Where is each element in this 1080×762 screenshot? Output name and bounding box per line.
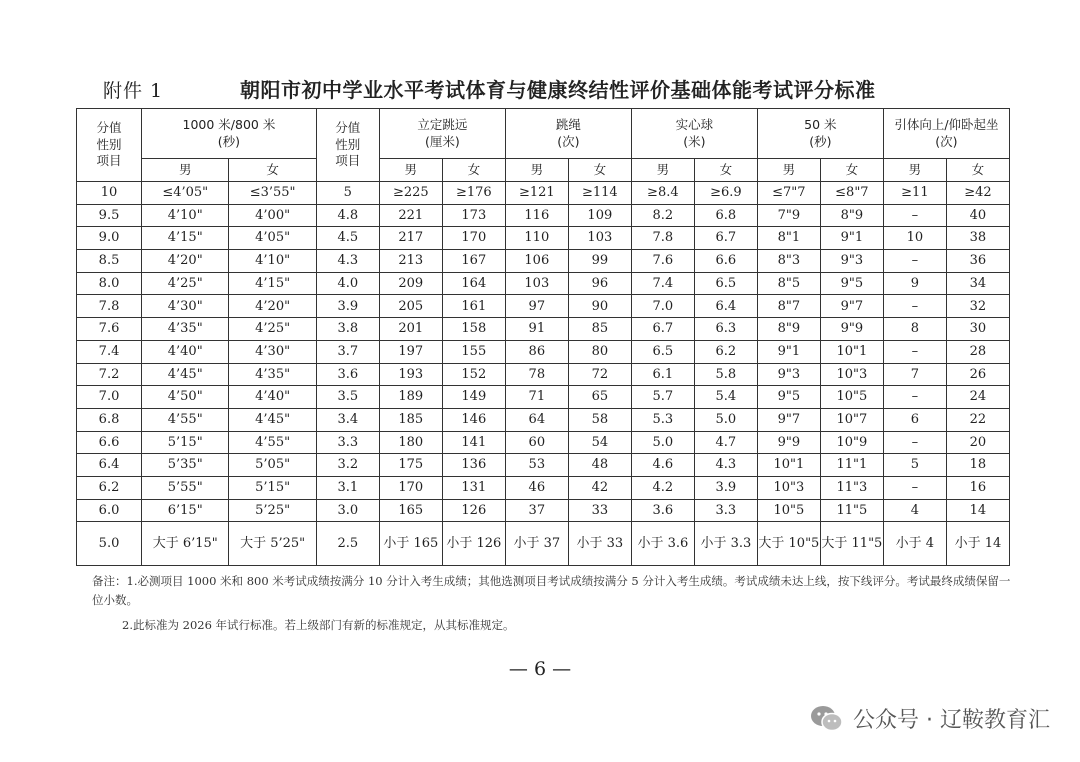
cell-ball-male: 6.1 bbox=[631, 363, 694, 386]
cell-sprint-male: 10"3 bbox=[757, 476, 820, 499]
cell-sprint-male: 9"3 bbox=[757, 363, 820, 386]
cell-sub-score: 3.7 bbox=[316, 340, 379, 363]
ball-header bbox=[631, 109, 757, 159]
cell-ball-female: 6.7 bbox=[694, 227, 757, 250]
cell-pull-male: 9 bbox=[883, 272, 946, 295]
cell-jump-male: 209 bbox=[379, 272, 442, 295]
cell-sub-score: 4.3 bbox=[316, 250, 379, 273]
cell-run-male: 4’55" bbox=[142, 408, 229, 431]
cell-ball-female: 4.3 bbox=[694, 454, 757, 477]
gender-male: 男 bbox=[631, 159, 694, 182]
cell-rope-male: 60 bbox=[505, 431, 568, 454]
cell-ball-female: 6.3 bbox=[694, 318, 757, 341]
gender-female: 女 bbox=[946, 159, 1009, 182]
cell-run-female: 5’15" bbox=[229, 476, 316, 499]
cell-run-female: 4’30" bbox=[229, 340, 316, 363]
note-1: 备注：1.必测项目 1000 米和 800 米考试成绩按满分 10 分计入考生成绩；其他选测项目考试成绩按满分 5 分计入考生成绩。考试成绩未达上线，按下线评分。考试最终成绩保留一位小数。 bbox=[92, 574, 1011, 607]
cell-sub-score: 2.5 bbox=[316, 522, 379, 566]
score-header-line3: 项目 bbox=[335, 153, 361, 169]
cell-rope-female: 80 bbox=[568, 340, 631, 363]
cell-ball-female: 5.0 bbox=[694, 408, 757, 431]
cell-score: 10 bbox=[77, 182, 142, 205]
cell-pull-male: 4 bbox=[883, 499, 946, 522]
cell-run-female: 4’55" bbox=[229, 431, 316, 454]
gender-female: 女 bbox=[820, 159, 883, 182]
table-row bbox=[77, 295, 1010, 318]
table-row bbox=[77, 476, 1010, 499]
cell-jump-male: 217 bbox=[379, 227, 442, 250]
ball-name: 实心球 bbox=[675, 116, 714, 132]
cell-jump-female: 173 bbox=[442, 204, 505, 227]
cell-run-male: 4’35" bbox=[142, 318, 229, 341]
cell-situp-female: 38 bbox=[946, 227, 1009, 250]
cell-sub-score: 3.0 bbox=[316, 499, 379, 522]
cell-jump-male: 197 bbox=[379, 340, 442, 363]
cell-rope-male: 116 bbox=[505, 204, 568, 227]
watermark bbox=[809, 703, 1050, 734]
cell-jump-female: 141 bbox=[442, 431, 505, 454]
rope-unit: (次) bbox=[557, 133, 580, 149]
cell-score: 8.0 bbox=[77, 272, 142, 295]
cell-score: 5.0 bbox=[77, 522, 142, 566]
notes bbox=[92, 572, 1012, 635]
rope-name: 跳绳 bbox=[555, 116, 581, 132]
cell-rope-female: 96 bbox=[568, 272, 631, 295]
cell-pull-male: – bbox=[883, 476, 946, 499]
cell-sub-score: 3.4 bbox=[316, 408, 379, 431]
cell-sprint-female: 9"3 bbox=[820, 250, 883, 273]
cell-ball-female: 5.4 bbox=[694, 386, 757, 409]
jump-name: 立定跳远 bbox=[417, 116, 468, 132]
cell-sprint-female: 9"5 bbox=[820, 272, 883, 295]
cell-rope-female: 99 bbox=[568, 250, 631, 273]
cell-score: 9.5 bbox=[77, 204, 142, 227]
cell-run-male: 4’10" bbox=[142, 204, 229, 227]
cell-situp-female: 20 bbox=[946, 431, 1009, 454]
score-header-line1: 分值 bbox=[96, 119, 122, 135]
cell-run-male: 4’40" bbox=[142, 340, 229, 363]
cell-rope-male: 110 bbox=[505, 227, 568, 250]
gender-female: 女 bbox=[568, 159, 631, 182]
cell-pull-male: – bbox=[883, 340, 946, 363]
cell-run-male: 6’15" bbox=[142, 499, 229, 522]
cell-ball-female: 6.2 bbox=[694, 340, 757, 363]
page-number: — 6 — bbox=[508, 658, 572, 680]
cell-ball-female: 6.8 bbox=[694, 204, 757, 227]
cell-pull-male: – bbox=[883, 204, 946, 227]
cell-rope-female: 58 bbox=[568, 408, 631, 431]
gender-female: 女 bbox=[694, 159, 757, 182]
cell-sprint-male: 8"3 bbox=[757, 250, 820, 273]
cell-pull-male: 8 bbox=[883, 318, 946, 341]
pull-header bbox=[883, 109, 1009, 159]
cell-situp-female: 24 bbox=[946, 386, 1009, 409]
cell-ball-male: 7.8 bbox=[631, 227, 694, 250]
cell-sprint-male: 9"5 bbox=[757, 386, 820, 409]
run-unit: (秒) bbox=[217, 133, 241, 149]
cell-situp-female: 32 bbox=[946, 295, 1009, 318]
cell-pull-male: ≥11 bbox=[883, 182, 946, 205]
cell-jump-male: 175 bbox=[379, 454, 442, 477]
cell-run-female: 4’15" bbox=[229, 272, 316, 295]
scoring-standard-table bbox=[76, 108, 1010, 566]
cell-sprint-male: 8"7 bbox=[757, 295, 820, 318]
cell-sub-score: 5 bbox=[316, 182, 379, 205]
run-name: 1000 米/800 米 bbox=[182, 116, 276, 132]
cell-sprint-female: 10"7 bbox=[820, 408, 883, 431]
cell-jump-male: 189 bbox=[379, 386, 442, 409]
cell-run-female: ≤3’55" bbox=[229, 182, 316, 205]
cell-sub-score: 3.9 bbox=[316, 295, 379, 318]
cell-run-male: 4’15" bbox=[142, 227, 229, 250]
cell-jump-male: 201 bbox=[379, 318, 442, 341]
cell-sprint-male: 9"7 bbox=[757, 408, 820, 431]
gender-male: 男 bbox=[757, 159, 820, 182]
table-row bbox=[77, 499, 1010, 522]
cell-sprint-male: ≤7"7 bbox=[757, 182, 820, 205]
cell-ball-male: 3.6 bbox=[631, 499, 694, 522]
cell-run-male: 5’55" bbox=[142, 476, 229, 499]
cell-sprint-female: ≤8"7 bbox=[820, 182, 883, 205]
cell-situp-female: 14 bbox=[946, 499, 1009, 522]
cell-rope-male: 46 bbox=[505, 476, 568, 499]
score-header-line1: 分值 bbox=[335, 119, 361, 135]
cell-run-male: 4’30" bbox=[142, 295, 229, 318]
score-header-line2: 性别 bbox=[96, 136, 122, 152]
cell-rope-male: 103 bbox=[505, 272, 568, 295]
cell-jump-female: 131 bbox=[442, 476, 505, 499]
cell-run-female: 5’05" bbox=[229, 454, 316, 477]
cell-run-male: 4’50" bbox=[142, 386, 229, 409]
gender-male: 男 bbox=[142, 159, 229, 182]
cell-sprint-female: 10"1 bbox=[820, 340, 883, 363]
cell-score: 6.8 bbox=[77, 408, 142, 431]
cell-pull-male: – bbox=[883, 386, 946, 409]
cell-sub-score: 3.3 bbox=[316, 431, 379, 454]
cell-sub-score: 3.8 bbox=[316, 318, 379, 341]
table-row bbox=[77, 182, 1010, 205]
cell-ball-female: 6.4 bbox=[694, 295, 757, 318]
cell-run-male: ≤4’05" bbox=[142, 182, 229, 205]
cell-run-female: 4’35" bbox=[229, 363, 316, 386]
cell-ball-female: 3.3 bbox=[694, 499, 757, 522]
cell-sprint-male: 8"1 bbox=[757, 227, 820, 250]
cell-pull-male: 7 bbox=[883, 363, 946, 386]
run-header bbox=[142, 109, 317, 159]
cell-rope-male: 64 bbox=[505, 408, 568, 431]
cell-score: 6.0 bbox=[77, 499, 142, 522]
cell-sub-score: 3.6 bbox=[316, 363, 379, 386]
cell-jump-female: 小于 126 bbox=[442, 522, 505, 566]
cell-ball-male: 6.7 bbox=[631, 318, 694, 341]
table-row bbox=[77, 340, 1010, 363]
cell-sprint-female: 大于 11"5 bbox=[820, 522, 883, 566]
cell-ball-female: 6.5 bbox=[694, 272, 757, 295]
cell-rope-female: 65 bbox=[568, 386, 631, 409]
cell-ball-male: 小于 3.6 bbox=[631, 522, 694, 566]
cell-sub-score: 4.0 bbox=[316, 272, 379, 295]
cell-run-female: 4’05" bbox=[229, 227, 316, 250]
cell-run-male: 5’15" bbox=[142, 431, 229, 454]
cell-sub-score: 4.8 bbox=[316, 204, 379, 227]
table-row bbox=[77, 386, 1010, 409]
cell-jump-female: 158 bbox=[442, 318, 505, 341]
cell-jump-female: 126 bbox=[442, 499, 505, 522]
cell-rope-male: 78 bbox=[505, 363, 568, 386]
cell-jump-male: ≥225 bbox=[379, 182, 442, 205]
cell-pull-male: – bbox=[883, 431, 946, 454]
cell-rope-male: 86 bbox=[505, 340, 568, 363]
cell-jump-female: 152 bbox=[442, 363, 505, 386]
cell-rope-female: 103 bbox=[568, 227, 631, 250]
gender-male: 男 bbox=[883, 159, 946, 182]
table-row bbox=[77, 408, 1010, 431]
cell-sprint-male: 8"5 bbox=[757, 272, 820, 295]
cell-rope-female: 90 bbox=[568, 295, 631, 318]
cell-ball-male: 4.6 bbox=[631, 454, 694, 477]
cell-rope-male: 97 bbox=[505, 295, 568, 318]
cell-rope-female: ≥114 bbox=[568, 182, 631, 205]
score-header-right bbox=[316, 109, 379, 182]
cell-sprint-female: 10"3 bbox=[820, 363, 883, 386]
cell-ball-male: 5.0 bbox=[631, 431, 694, 454]
cell-jump-male: 205 bbox=[379, 295, 442, 318]
cell-jump-female: 136 bbox=[442, 454, 505, 477]
cell-run-female: 4’45" bbox=[229, 408, 316, 431]
cell-ball-female: 3.9 bbox=[694, 476, 757, 499]
cell-jump-female: 155 bbox=[442, 340, 505, 363]
sprint-header bbox=[757, 109, 883, 159]
cell-score: 7.4 bbox=[77, 340, 142, 363]
cell-ball-male: 4.2 bbox=[631, 476, 694, 499]
cell-sprint-male: 10"5 bbox=[757, 499, 820, 522]
score-header-line3: 项目 bbox=[96, 153, 122, 169]
cell-sub-score: 3.2 bbox=[316, 454, 379, 477]
cell-situp-female: ≥42 bbox=[946, 182, 1009, 205]
cell-ball-male: 7.6 bbox=[631, 250, 694, 273]
jump-header bbox=[379, 109, 505, 159]
table-row bbox=[77, 250, 1010, 273]
cell-rope-male: ≥121 bbox=[505, 182, 568, 205]
pull-unit: (次) bbox=[935, 133, 958, 149]
cell-rope-male: 53 bbox=[505, 454, 568, 477]
cell-jump-male: 180 bbox=[379, 431, 442, 454]
cell-rope-female: 85 bbox=[568, 318, 631, 341]
table-body bbox=[77, 182, 1010, 566]
cell-ball-female: 4.7 bbox=[694, 431, 757, 454]
pull-name: 引体向上/仰卧起坐 bbox=[894, 116, 999, 132]
jump-unit: (厘米) bbox=[424, 133, 460, 149]
cell-rope-male: 106 bbox=[505, 250, 568, 273]
ball-unit: (米) bbox=[683, 133, 706, 149]
cell-rope-female: 72 bbox=[568, 363, 631, 386]
cell-jump-male: 小于 165 bbox=[379, 522, 442, 566]
table-row bbox=[77, 272, 1010, 295]
cell-sprint-male: 大于 10"5 bbox=[757, 522, 820, 566]
wechat-icon bbox=[809, 704, 845, 734]
cell-jump-male: 170 bbox=[379, 476, 442, 499]
cell-jump-male: 193 bbox=[379, 363, 442, 386]
cell-jump-female: ≥176 bbox=[442, 182, 505, 205]
cell-rope-female: 48 bbox=[568, 454, 631, 477]
cell-sprint-female: 11"3 bbox=[820, 476, 883, 499]
cell-pull-male: 5 bbox=[883, 454, 946, 477]
document-title: 朝阳市初中学业水平考试体育与健康终结性评价基础体能考试评分标准 bbox=[240, 78, 876, 102]
cell-rope-female: 33 bbox=[568, 499, 631, 522]
cell-ball-male: 5.3 bbox=[631, 408, 694, 431]
table-row bbox=[77, 204, 1010, 227]
cell-jump-male: 165 bbox=[379, 499, 442, 522]
table-row bbox=[77, 363, 1010, 386]
cell-pull-male: 10 bbox=[883, 227, 946, 250]
table-row bbox=[77, 431, 1010, 454]
cell-situp-female: 40 bbox=[946, 204, 1009, 227]
cell-rope-female: 109 bbox=[568, 204, 631, 227]
cell-situp-female: 36 bbox=[946, 250, 1009, 273]
cell-score: 7.8 bbox=[77, 295, 142, 318]
cell-ball-male: 8.2 bbox=[631, 204, 694, 227]
cell-run-male: 大于 6’15" bbox=[142, 522, 229, 566]
note-2: 2.此标准为 2026 年试行标准。若上级部门有新的标准规定，从其标准规定。 bbox=[122, 618, 515, 632]
cell-rope-male: 37 bbox=[505, 499, 568, 522]
cell-run-male: 4’20" bbox=[142, 250, 229, 273]
cell-ball-male: ≥8.4 bbox=[631, 182, 694, 205]
cell-ball-female: 6.6 bbox=[694, 250, 757, 273]
cell-run-female: 大于 5’25" bbox=[229, 522, 316, 566]
cell-rope-female: 54 bbox=[568, 431, 631, 454]
cell-jump-female: 149 bbox=[442, 386, 505, 409]
attachment-label: 附件 1 bbox=[103, 80, 164, 102]
cell-ball-female: 小于 3.3 bbox=[694, 522, 757, 566]
cell-pull-male: – bbox=[883, 250, 946, 273]
cell-sprint-male: 7"9 bbox=[757, 204, 820, 227]
cell-jump-male: 213 bbox=[379, 250, 442, 273]
cell-ball-female: ≥6.9 bbox=[694, 182, 757, 205]
cell-situp-female: 30 bbox=[946, 318, 1009, 341]
cell-rope-female: 42 bbox=[568, 476, 631, 499]
cell-sprint-female: 11"5 bbox=[820, 499, 883, 522]
cell-score: 7.0 bbox=[77, 386, 142, 409]
cell-sprint-female: 9"7 bbox=[820, 295, 883, 318]
sprint-name: 50 米 bbox=[804, 116, 837, 132]
cell-pull-male: 小于 4 bbox=[883, 522, 946, 566]
cell-jump-male: 221 bbox=[379, 204, 442, 227]
cell-jump-female: 146 bbox=[442, 408, 505, 431]
table-row bbox=[77, 522, 1010, 566]
cell-run-female: 4’40" bbox=[229, 386, 316, 409]
rope-header bbox=[505, 109, 631, 159]
cell-rope-male: 91 bbox=[505, 318, 568, 341]
cell-situp-female: 小于 14 bbox=[946, 522, 1009, 566]
cell-sprint-female: 9"9 bbox=[820, 318, 883, 341]
cell-ball-male: 7.0 bbox=[631, 295, 694, 318]
cell-sub-score: 3.5 bbox=[316, 386, 379, 409]
cell-sprint-female: 11"1 bbox=[820, 454, 883, 477]
cell-rope-male: 71 bbox=[505, 386, 568, 409]
cell-score: 6.2 bbox=[77, 476, 142, 499]
cell-ball-male: 7.4 bbox=[631, 272, 694, 295]
gender-female: 女 bbox=[229, 159, 316, 182]
cell-score: 9.0 bbox=[77, 227, 142, 250]
cell-situp-female: 28 bbox=[946, 340, 1009, 363]
cell-pull-male: – bbox=[883, 295, 946, 318]
cell-run-male: 5’35" bbox=[142, 454, 229, 477]
cell-run-female: 4’25" bbox=[229, 318, 316, 341]
cell-rope-female: 小于 33 bbox=[568, 522, 631, 566]
cell-sprint-female: 10"9 bbox=[820, 431, 883, 454]
cell-score: 8.5 bbox=[77, 250, 142, 273]
table-row bbox=[77, 454, 1010, 477]
cell-sprint-male: 9"9 bbox=[757, 431, 820, 454]
cell-run-male: 4’25" bbox=[142, 272, 229, 295]
cell-situp-female: 18 bbox=[946, 454, 1009, 477]
cell-score: 7.2 bbox=[77, 363, 142, 386]
cell-sub-score: 3.1 bbox=[316, 476, 379, 499]
cell-run-female: 4’20" bbox=[229, 295, 316, 318]
cell-sprint-male: 8"9 bbox=[757, 318, 820, 341]
cell-score: 7.6 bbox=[77, 318, 142, 341]
table-row bbox=[77, 318, 1010, 341]
cell-sub-score: 4.5 bbox=[316, 227, 379, 250]
cell-run-female: 4’00" bbox=[229, 204, 316, 227]
gender-male: 男 bbox=[505, 159, 568, 182]
cell-sprint-female: 8"9 bbox=[820, 204, 883, 227]
gender-female: 女 bbox=[442, 159, 505, 182]
cell-run-female: 4’10" bbox=[229, 250, 316, 273]
cell-jump-female: 161 bbox=[442, 295, 505, 318]
cell-jump-female: 170 bbox=[442, 227, 505, 250]
cell-pull-male: 6 bbox=[883, 408, 946, 431]
cell-situp-female: 22 bbox=[946, 408, 1009, 431]
cell-jump-female: 167 bbox=[442, 250, 505, 273]
cell-sprint-female: 10"5 bbox=[820, 386, 883, 409]
cell-jump-male: 185 bbox=[379, 408, 442, 431]
score-header-left bbox=[77, 109, 142, 182]
cell-ball-male: 6.5 bbox=[631, 340, 694, 363]
cell-ball-female: 5.8 bbox=[694, 363, 757, 386]
cell-ball-male: 5.7 bbox=[631, 386, 694, 409]
gender-male: 男 bbox=[379, 159, 442, 182]
cell-sprint-male: 10"1 bbox=[757, 454, 820, 477]
table-row bbox=[77, 227, 1010, 250]
score-header-line2: 性别 bbox=[335, 136, 361, 152]
sprint-unit: (秒) bbox=[809, 133, 832, 149]
cell-situp-female: 16 bbox=[946, 476, 1009, 499]
cell-sprint-female: 9"1 bbox=[820, 227, 883, 250]
cell-jump-female: 164 bbox=[442, 272, 505, 295]
cell-run-male: 4’45" bbox=[142, 363, 229, 386]
cell-score: 6.4 bbox=[77, 454, 142, 477]
cell-situp-female: 26 bbox=[946, 363, 1009, 386]
watermark-text: 公众号 · 辽鞍教育汇 bbox=[853, 708, 1050, 733]
cell-run-female: 5’25" bbox=[229, 499, 316, 522]
cell-situp-female: 34 bbox=[946, 272, 1009, 295]
cell-sprint-male: 9"1 bbox=[757, 340, 820, 363]
cell-rope-male: 小于 37 bbox=[505, 522, 568, 566]
cell-score: 6.6 bbox=[77, 431, 142, 454]
